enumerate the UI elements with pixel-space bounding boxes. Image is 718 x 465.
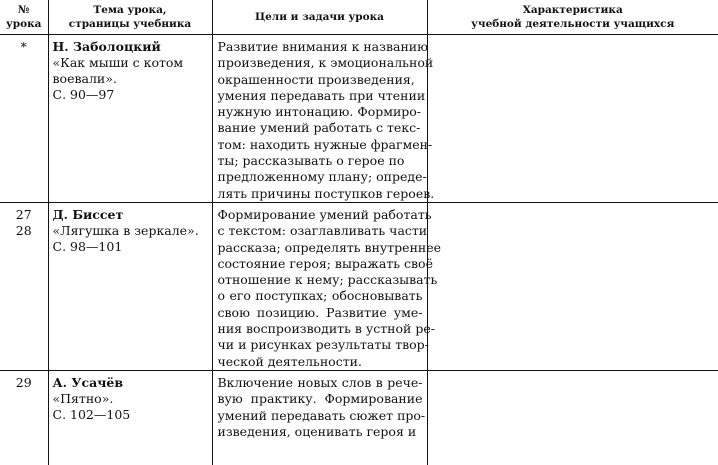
header-activity: [427, 0, 718, 35]
title-line: «Лягушка в зеркале».: [52, 222, 199, 238]
table-row: [0, 35, 718, 203]
goals-line: ты; рассказывать о герое по: [217, 153, 405, 169]
topic-cell: [48, 202, 212, 370]
header-text: Характеристика: [522, 4, 623, 16]
goals-line: лять причины поступков героев.: [217, 185, 435, 201]
activity-cell: [427, 35, 718, 203]
lesson-number: 29: [15, 374, 32, 390]
activity-cell: [427, 370, 718, 465]
goals-line: изведения, оценивать героя и: [217, 423, 417, 439]
lesson-number: *: [20, 39, 27, 54]
title-line: воевали».: [52, 71, 117, 86]
lesson-number-cell: [0, 202, 48, 370]
goals-line: ческой деятельности.: [217, 353, 362, 369]
activity-cell: [427, 202, 718, 370]
header-text: Цели и задачи урока: [254, 11, 384, 23]
lesson-number: 27: [15, 206, 32, 222]
pages: С. 98—101: [52, 238, 123, 254]
goals-cell: [212, 35, 435, 203]
title-line: «Пятно».: [52, 390, 114, 406]
header-text: Тема урока,: [93, 4, 167, 16]
goals-line: умения передавать при чтении: [217, 87, 426, 103]
lesson-number-cell: [0, 35, 48, 203]
goals-line: чи и рисунках результаты твор-: [217, 337, 429, 353]
table-row: [0, 370, 718, 465]
goals-line: рассказа; определять внутреннее: [217, 239, 442, 255]
table-header-row: [0, 0, 718, 35]
goals-line: предложенному плану; опреде-: [217, 169, 427, 185]
table-row: [0, 202, 718, 370]
goals-line: Развитие внимания к названию: [217, 39, 428, 54]
goals-line: свою позицию. Развитие уме-: [217, 304, 423, 320]
goals-line: состояние героя; выражать своё: [217, 255, 433, 271]
goals-line: Формирование умений работать: [217, 206, 432, 222]
author: А. Усачёв: [52, 374, 124, 390]
goals-cell: [212, 202, 442, 370]
goals-line: вание умений работать с текс-: [217, 120, 421, 136]
header-lesson-number: [0, 0, 48, 35]
lesson-number: 28: [15, 222, 32, 238]
header-topic: [48, 0, 212, 35]
topic-cell: [48, 35, 212, 203]
goals-line: о его поступках; обосновывать: [217, 288, 423, 304]
goals-line: нужную интонацию. Формиро-: [217, 104, 422, 120]
header-text: урока: [6, 18, 42, 30]
topic-cell: [48, 370, 212, 465]
author: Н. Заболоцкий: [52, 39, 161, 54]
goals-line: вую практику. Формирование: [217, 391, 423, 407]
goals-line: окрашенности произведения,: [217, 71, 415, 87]
header-text: страницы учебника: [68, 18, 192, 30]
goals-line: отношение к нему; рассказывать: [217, 272, 438, 288]
lesson-number-cell: [0, 370, 48, 465]
goals-line: Включение новых слов в рече-: [217, 374, 423, 390]
pages: С. 90—97: [52, 87, 115, 102]
goals-line: с текстом: озаглавливать части: [217, 223, 428, 239]
header-text: учебной деятельности учащихся: [471, 18, 675, 30]
header-goals: [212, 0, 427, 35]
goals-cell: [212, 370, 427, 465]
title-line: «Как мыши с котом: [52, 55, 184, 70]
goals-line: том: находить нужные фрагмен-: [217, 136, 433, 152]
header-text: №: [18, 4, 30, 16]
pages: С. 102—105: [52, 406, 131, 422]
goals-line: ния воспроизводить в устной ре-: [217, 321, 435, 337]
goals-line: произведения, к эмоциональной: [217, 55, 434, 71]
goals-line: умений передавать сюжет про-: [217, 407, 426, 423]
author: Д. Биссет: [52, 206, 124, 222]
